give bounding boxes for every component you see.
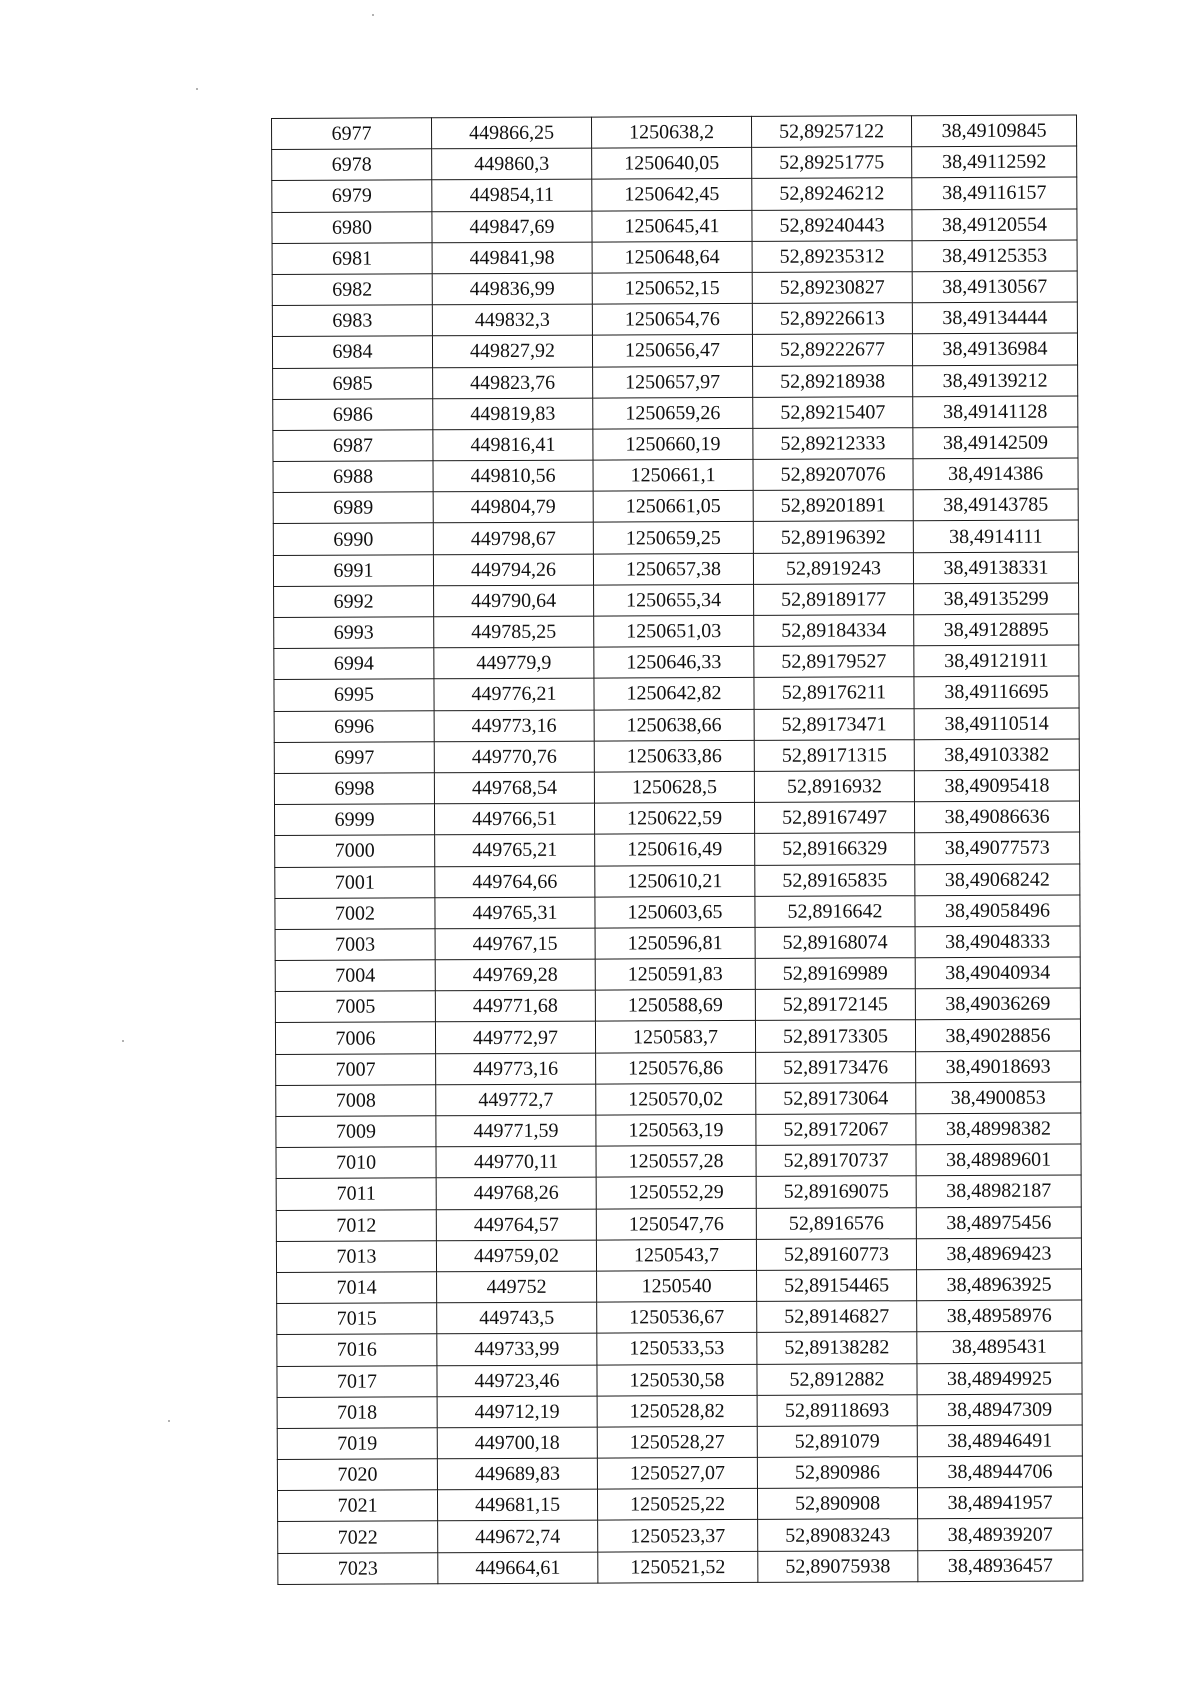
point-number-cell: 7013 — [276, 1241, 436, 1273]
y-coordinate-cell: 1250540 — [597, 1270, 757, 1302]
latitude-cell: 52,89169989 — [755, 958, 915, 990]
longitude-cell: 38,49109845 — [911, 115, 1076, 147]
x-coordinate-cell: 449768,54 — [434, 772, 594, 804]
latitude-cell: 52,89235312 — [752, 240, 912, 272]
longitude-cell: 38,48947309 — [917, 1394, 1082, 1426]
y-coordinate-cell: 1250648,64 — [592, 241, 752, 273]
scan-speck — [168, 1420, 170, 1422]
point-number-cell: 7001 — [275, 866, 435, 898]
latitude-cell: 52,89246212 — [752, 178, 912, 210]
point-number-cell: 7002 — [275, 897, 435, 929]
point-number-cell: 6978 — [272, 149, 432, 181]
point-number-cell: 6977 — [272, 118, 432, 150]
table-row — [276, 1051, 1081, 1086]
point-number-cell: 7017 — [277, 1365, 437, 1397]
table-row — [273, 364, 1078, 399]
longitude-cell: 38,49103382 — [914, 739, 1079, 771]
x-coordinate-cell: 449664,61 — [438, 1552, 598, 1584]
y-coordinate-cell: 1250547,76 — [596, 1208, 756, 1240]
x-coordinate-cell: 449772,97 — [435, 1022, 595, 1054]
x-coordinate-cell: 449752 — [437, 1271, 597, 1303]
table-row — [277, 1394, 1082, 1429]
latitude-cell: 52,89196392 — [753, 521, 913, 553]
y-coordinate-cell: 1250525,22 — [597, 1489, 757, 1521]
point-number-cell: 6991 — [273, 554, 433, 586]
latitude-cell: 52,89146827 — [757, 1301, 917, 1333]
latitude-cell: 52,8916932 — [754, 771, 914, 803]
x-coordinate-cell: 449733,99 — [437, 1333, 597, 1365]
x-coordinate-cell: 449773,16 — [434, 710, 594, 742]
x-coordinate-cell: 449819,83 — [433, 398, 593, 430]
table-row — [272, 271, 1077, 306]
longitude-cell: 38,48936457 — [918, 1550, 1083, 1582]
y-coordinate-cell: 1250622,59 — [594, 803, 754, 835]
table-row — [274, 645, 1079, 680]
y-coordinate-cell: 1250536,67 — [597, 1302, 757, 1334]
latitude-cell: 52,89172067 — [756, 1114, 916, 1146]
longitude-cell: 38,49136984 — [912, 333, 1077, 365]
x-coordinate-cell: 449712,19 — [437, 1396, 597, 1428]
x-coordinate-cell: 449771,68 — [435, 990, 595, 1022]
y-coordinate-cell: 1250654,76 — [592, 304, 752, 336]
table-row — [278, 1518, 1083, 1553]
x-coordinate-cell: 449810,56 — [433, 460, 593, 492]
y-coordinate-cell: 1250642,45 — [592, 179, 752, 211]
x-coordinate-cell: 449767,15 — [435, 928, 595, 960]
longitude-cell: 38,48946491 — [917, 1425, 1082, 1457]
point-number-cell: 6995 — [274, 679, 434, 711]
latitude-cell: 52,89218938 — [753, 365, 913, 397]
table-row — [272, 302, 1077, 337]
y-coordinate-cell: 1250563,19 — [596, 1114, 756, 1146]
latitude-cell: 52,89176211 — [754, 677, 914, 709]
x-coordinate-cell: 449769,28 — [435, 959, 595, 991]
point-number-cell: 7014 — [277, 1272, 437, 1304]
longitude-cell: 38,48969423 — [916, 1238, 1081, 1270]
latitude-cell: 52,89222677 — [752, 334, 912, 366]
longitude-cell: 38,49112592 — [912, 146, 1077, 178]
latitude-cell: 52,8912882 — [757, 1363, 917, 1395]
latitude-cell: 52,89184334 — [754, 615, 914, 647]
x-coordinate-cell: 449785,25 — [434, 616, 594, 648]
y-coordinate-cell: 1250661,05 — [593, 491, 753, 523]
table-row — [274, 739, 1079, 774]
point-number-cell: 7020 — [277, 1459, 437, 1491]
point-number-cell: 7016 — [277, 1334, 437, 1366]
x-coordinate-cell: 449770,76 — [434, 741, 594, 773]
y-coordinate-cell: 1250543,7 — [596, 1239, 756, 1271]
longitude-cell: 38,49095418 — [914, 770, 1079, 802]
x-coordinate-cell: 449776,21 — [434, 678, 594, 710]
point-number-cell: 6986 — [273, 398, 433, 430]
y-coordinate-cell: 1250638,2 — [591, 116, 751, 148]
y-coordinate-cell: 1250657,97 — [593, 366, 753, 398]
table-row — [273, 427, 1078, 462]
point-number-cell: 7012 — [276, 1209, 436, 1241]
table-row — [275, 957, 1080, 992]
latitude-cell: 52,890986 — [757, 1457, 917, 1489]
x-coordinate-cell: 449823,76 — [433, 367, 593, 399]
longitude-cell: 38,49058496 — [915, 895, 1080, 927]
latitude-cell: 52,890908 — [757, 1488, 917, 1520]
longitude-cell: 38,49048333 — [915, 926, 1080, 958]
x-coordinate-cell: 449854,11 — [432, 179, 592, 211]
latitude-cell: 52,89173476 — [756, 1051, 916, 1083]
point-number-cell: 7008 — [276, 1085, 436, 1117]
x-coordinate-cell: 449847,69 — [432, 211, 592, 243]
y-coordinate-cell: 1250552,29 — [596, 1177, 756, 1209]
point-number-cell: 7023 — [278, 1552, 438, 1584]
x-coordinate-cell: 449773,16 — [436, 1053, 596, 1085]
latitude-cell: 52,89173305 — [755, 1020, 915, 1052]
latitude-cell: 52,89154465 — [757, 1270, 917, 1302]
latitude-cell: 52,89160773 — [756, 1238, 916, 1270]
table-row — [276, 1207, 1081, 1242]
point-number-cell: 6984 — [272, 336, 432, 368]
longitude-cell: 38,49143785 — [913, 489, 1078, 521]
point-number-cell: 6997 — [274, 742, 434, 774]
y-coordinate-cell: 1250591,83 — [595, 958, 755, 990]
point-number-cell: 7006 — [275, 1022, 435, 1054]
y-coordinate-cell: 1250657,38 — [593, 553, 753, 585]
table-row — [277, 1269, 1082, 1304]
longitude-cell: 38,49068242 — [915, 863, 1080, 895]
longitude-cell: 38,49128895 — [914, 614, 1079, 646]
latitude-cell: 52,89118693 — [757, 1394, 917, 1426]
point-number-cell: 6979 — [272, 180, 432, 212]
longitude-cell: 38,48944706 — [917, 1456, 1082, 1488]
table-row — [277, 1300, 1082, 1335]
y-coordinate-cell: 1250640,05 — [592, 148, 752, 180]
point-number-cell: 7003 — [275, 929, 435, 961]
longitude-cell: 38,49036269 — [915, 988, 1080, 1020]
y-coordinate-cell: 1250527,07 — [597, 1457, 757, 1489]
point-number-cell: 6992 — [274, 586, 434, 618]
table-row — [272, 177, 1077, 212]
table-row — [272, 240, 1077, 275]
point-number-cell: 7004 — [275, 960, 435, 992]
x-coordinate-cell: 449816,41 — [433, 429, 593, 461]
table-row — [276, 1144, 1081, 1179]
point-number-cell: 7019 — [277, 1428, 437, 1460]
y-coordinate-cell: 1250603,65 — [595, 896, 755, 928]
latitude-cell: 52,89173064 — [756, 1083, 916, 1115]
table-row — [275, 895, 1080, 930]
y-coordinate-cell: 1250576,86 — [596, 1052, 756, 1084]
table-row — [273, 552, 1078, 587]
latitude-cell: 52,8916576 — [756, 1207, 916, 1239]
longitude-cell: 38,48998382 — [916, 1113, 1081, 1145]
table-row — [274, 583, 1079, 618]
point-number-cell: 6980 — [272, 211, 432, 243]
y-coordinate-cell: 1250528,82 — [597, 1395, 757, 1427]
scan-speck — [122, 1040, 124, 1042]
y-coordinate-cell: 1250651,03 — [594, 615, 754, 647]
table-row — [275, 1019, 1080, 1054]
longitude-cell: 38,49120554 — [912, 209, 1077, 241]
point-number-cell: 6990 — [273, 523, 433, 555]
x-coordinate-cell: 449836,99 — [432, 273, 592, 305]
x-coordinate-cell: 449743,5 — [437, 1302, 597, 1334]
latitude-cell: 52,89207076 — [753, 459, 913, 491]
table-row — [274, 614, 1079, 649]
latitude-cell: 52,89075938 — [758, 1550, 918, 1582]
x-coordinate-cell: 449804,79 — [433, 491, 593, 523]
x-coordinate-cell: 449798,67 — [433, 523, 593, 555]
latitude-cell: 52,89167497 — [754, 802, 914, 834]
table-row — [274, 708, 1079, 743]
point-number-cell: 6988 — [273, 461, 433, 493]
longitude-cell: 38,49077573 — [915, 832, 1080, 864]
y-coordinate-cell: 1250610,21 — [595, 865, 755, 897]
point-number-cell: 6998 — [274, 773, 434, 805]
x-coordinate-cell: 449866,25 — [432, 117, 592, 149]
latitude-cell: 52,89169075 — [756, 1176, 916, 1208]
y-coordinate-cell: 1250656,47 — [592, 335, 752, 367]
y-coordinate-cell: 1250660,19 — [593, 428, 753, 460]
table-row — [272, 333, 1077, 368]
table-row — [277, 1487, 1082, 1522]
x-coordinate-cell: 449772,7 — [436, 1084, 596, 1116]
y-coordinate-cell: 1250642,82 — [594, 678, 754, 710]
table-row — [275, 832, 1080, 867]
longitude-cell: 38,48939207 — [918, 1518, 1083, 1550]
y-coordinate-cell: 1250646,33 — [594, 647, 754, 679]
y-coordinate-cell: 1250628,5 — [594, 771, 754, 803]
point-number-cell: 6983 — [272, 305, 432, 337]
longitude-cell: 38,49141128 — [913, 396, 1078, 428]
latitude-cell: 52,89212333 — [753, 428, 913, 460]
longitude-cell: 38,48941957 — [917, 1487, 1082, 1519]
longitude-cell: 38,49138331 — [913, 552, 1078, 584]
latitude-cell: 52,89230827 — [752, 272, 912, 304]
x-coordinate-cell: 449770,11 — [436, 1146, 596, 1178]
longitude-cell: 38,49125353 — [912, 240, 1077, 272]
point-number-cell: 6982 — [272, 274, 432, 306]
y-coordinate-cell: 1250528,27 — [597, 1426, 757, 1458]
longitude-cell: 38,4895431 — [917, 1331, 1082, 1363]
point-number-cell: 7009 — [276, 1116, 436, 1148]
longitude-cell: 38,49086636 — [914, 801, 1079, 833]
x-coordinate-cell: 449723,46 — [437, 1365, 597, 1397]
longitude-cell: 38,49040934 — [915, 957, 1080, 989]
latitude-cell: 52,89215407 — [753, 396, 913, 428]
y-coordinate-cell: 1250659,25 — [593, 522, 753, 554]
x-coordinate-cell: 449764,66 — [435, 866, 595, 898]
table-row — [272, 146, 1077, 181]
longitude-cell: 38,48949925 — [917, 1362, 1082, 1394]
point-number-cell: 6985 — [273, 367, 433, 399]
latitude-cell: 52,89138282 — [757, 1332, 917, 1364]
point-number-cell: 7010 — [276, 1147, 436, 1179]
y-coordinate-cell: 1250616,49 — [595, 834, 755, 866]
point-number-cell: 7007 — [276, 1053, 436, 1085]
point-number-cell: 6981 — [272, 243, 432, 275]
table-row — [273, 458, 1078, 493]
x-coordinate-cell: 449832,3 — [432, 304, 592, 336]
x-coordinate-cell: 449764,57 — [436, 1209, 596, 1241]
y-coordinate-cell: 1250655,34 — [594, 584, 754, 616]
longitude-cell: 38,49139212 — [913, 364, 1078, 396]
table-row — [277, 1331, 1082, 1366]
y-coordinate-cell: 1250557,28 — [596, 1146, 756, 1178]
table-row — [277, 1456, 1082, 1491]
point-number-cell: 7021 — [277, 1490, 437, 1522]
y-coordinate-cell: 1250533,53 — [597, 1333, 757, 1365]
latitude-cell: 52,89172145 — [755, 989, 915, 1021]
coordinates-table — [271, 114, 1083, 1584]
latitude-cell: 52,89170737 — [756, 1145, 916, 1177]
y-coordinate-cell: 1250523,37 — [598, 1520, 758, 1552]
point-number-cell: 6996 — [274, 710, 434, 742]
table-row — [273, 520, 1078, 555]
scan-speck — [196, 88, 198, 90]
x-coordinate-cell: 449790,64 — [434, 585, 594, 617]
latitude-cell: 52,89189177 — [754, 584, 914, 616]
point-number-cell: 6989 — [273, 492, 433, 524]
x-coordinate-cell: 449765,31 — [435, 897, 595, 929]
point-number-cell: 7000 — [275, 835, 435, 867]
point-number-cell: 7015 — [277, 1303, 437, 1335]
table-row — [277, 1362, 1082, 1397]
latitude-cell: 52,8916642 — [755, 895, 915, 927]
table-row — [274, 676, 1079, 711]
latitude-cell: 52,89257122 — [751, 116, 911, 148]
latitude-cell: 52,89083243 — [758, 1519, 918, 1551]
longitude-cell: 38,49121911 — [914, 645, 1079, 677]
longitude-cell: 38,49018693 — [916, 1051, 1081, 1083]
longitude-cell: 38,49028856 — [915, 1019, 1080, 1051]
table-row — [278, 1550, 1083, 1585]
y-coordinate-cell: 1250645,41 — [592, 210, 752, 242]
table-row — [276, 1113, 1081, 1148]
longitude-cell: 38,49130567 — [912, 271, 1077, 303]
point-number-cell: 7018 — [277, 1396, 437, 1428]
table-row — [275, 926, 1080, 961]
latitude-cell: 52,89201891 — [753, 490, 913, 522]
x-coordinate-cell: 449827,92 — [432, 335, 592, 367]
y-coordinate-cell: 1250633,86 — [594, 740, 754, 772]
table-row — [274, 801, 1079, 836]
x-coordinate-cell: 449794,26 — [433, 554, 593, 586]
x-coordinate-cell: 449700,18 — [437, 1427, 597, 1459]
longitude-cell: 38,48975456 — [916, 1207, 1081, 1239]
point-number-cell: 7022 — [278, 1521, 438, 1553]
y-coordinate-cell: 1250570,02 — [596, 1083, 756, 1115]
point-number-cell: 6999 — [274, 804, 434, 836]
point-number-cell: 6993 — [274, 617, 434, 649]
longitude-cell: 38,49135299 — [914, 583, 1079, 615]
longitude-cell: 38,48989601 — [916, 1144, 1081, 1176]
x-coordinate-cell: 449841,98 — [432, 242, 592, 274]
table-row — [276, 1082, 1081, 1117]
table-row — [277, 1425, 1082, 1460]
longitude-cell: 38,49110514 — [914, 708, 1079, 740]
longitude-cell: 38,49142509 — [913, 427, 1078, 459]
y-coordinate-cell: 1250521,52 — [598, 1551, 758, 1583]
x-coordinate-cell: 449768,26 — [436, 1177, 596, 1209]
longitude-cell: 38,49134444 — [912, 302, 1077, 334]
latitude-cell: 52,89165835 — [755, 864, 915, 896]
latitude-cell: 52,891079 — [757, 1426, 917, 1458]
table-row — [276, 1238, 1081, 1273]
y-coordinate-cell: 1250638,66 — [594, 709, 754, 741]
x-coordinate-cell: 449779,9 — [434, 647, 594, 679]
table-row — [272, 209, 1077, 244]
y-coordinate-cell: 1250659,26 — [593, 397, 753, 429]
table-row — [272, 115, 1077, 150]
y-coordinate-cell: 1250530,58 — [597, 1364, 757, 1396]
table-row — [273, 396, 1078, 431]
table-row — [275, 863, 1080, 898]
longitude-cell: 38,4900853 — [916, 1082, 1081, 1114]
latitude-cell: 52,89240443 — [752, 209, 912, 241]
latitude-cell: 52,89173471 — [754, 708, 914, 740]
longitude-cell: 38,48982187 — [916, 1175, 1081, 1207]
longitude-cell: 38,49116695 — [914, 676, 1079, 708]
x-coordinate-cell: 449771,59 — [436, 1115, 596, 1147]
longitude-cell: 38,4914386 — [913, 458, 1078, 490]
point-number-cell: 7011 — [276, 1178, 436, 1210]
longitude-cell: 38,48958976 — [917, 1300, 1082, 1332]
latitude-cell: 52,89179527 — [754, 646, 914, 678]
y-coordinate-cell: 1250583,7 — [595, 1021, 755, 1053]
x-coordinate-cell: 449860,3 — [432, 148, 592, 180]
latitude-cell: 52,89226613 — [752, 303, 912, 335]
table-row — [274, 770, 1079, 805]
latitude-cell: 52,89166329 — [755, 833, 915, 865]
y-coordinate-cell: 1250588,69 — [595, 990, 755, 1022]
table-row — [276, 1175, 1081, 1210]
x-coordinate-cell: 449681,15 — [437, 1489, 597, 1521]
table-row — [273, 489, 1078, 524]
point-number-cell: 7005 — [275, 991, 435, 1023]
y-coordinate-cell: 1250652,15 — [592, 272, 752, 304]
x-coordinate-cell: 449765,21 — [435, 834, 595, 866]
latitude-cell: 52,89171315 — [754, 739, 914, 771]
x-coordinate-cell: 449672,74 — [438, 1521, 598, 1553]
x-coordinate-cell: 449766,51 — [434, 803, 594, 835]
longitude-cell: 38,48963925 — [917, 1269, 1082, 1301]
latitude-cell: 52,8919243 — [753, 552, 913, 584]
longitude-cell: 38,4914111 — [913, 520, 1078, 552]
point-number-cell: 6987 — [273, 430, 433, 462]
longitude-cell: 38,49116157 — [912, 177, 1077, 209]
y-coordinate-cell: 1250661,1 — [593, 459, 753, 491]
x-coordinate-cell: 449759,02 — [436, 1240, 596, 1272]
x-coordinate-cell: 449689,83 — [437, 1458, 597, 1490]
table-row — [275, 988, 1080, 1023]
point-number-cell: 6994 — [274, 648, 434, 680]
coordinates-table-body — [272, 115, 1083, 1584]
latitude-cell: 52,89168074 — [755, 927, 915, 959]
latitude-cell: 52,89251775 — [752, 147, 912, 179]
scan-speck — [372, 14, 374, 16]
y-coordinate-cell: 1250596,81 — [595, 927, 755, 959]
